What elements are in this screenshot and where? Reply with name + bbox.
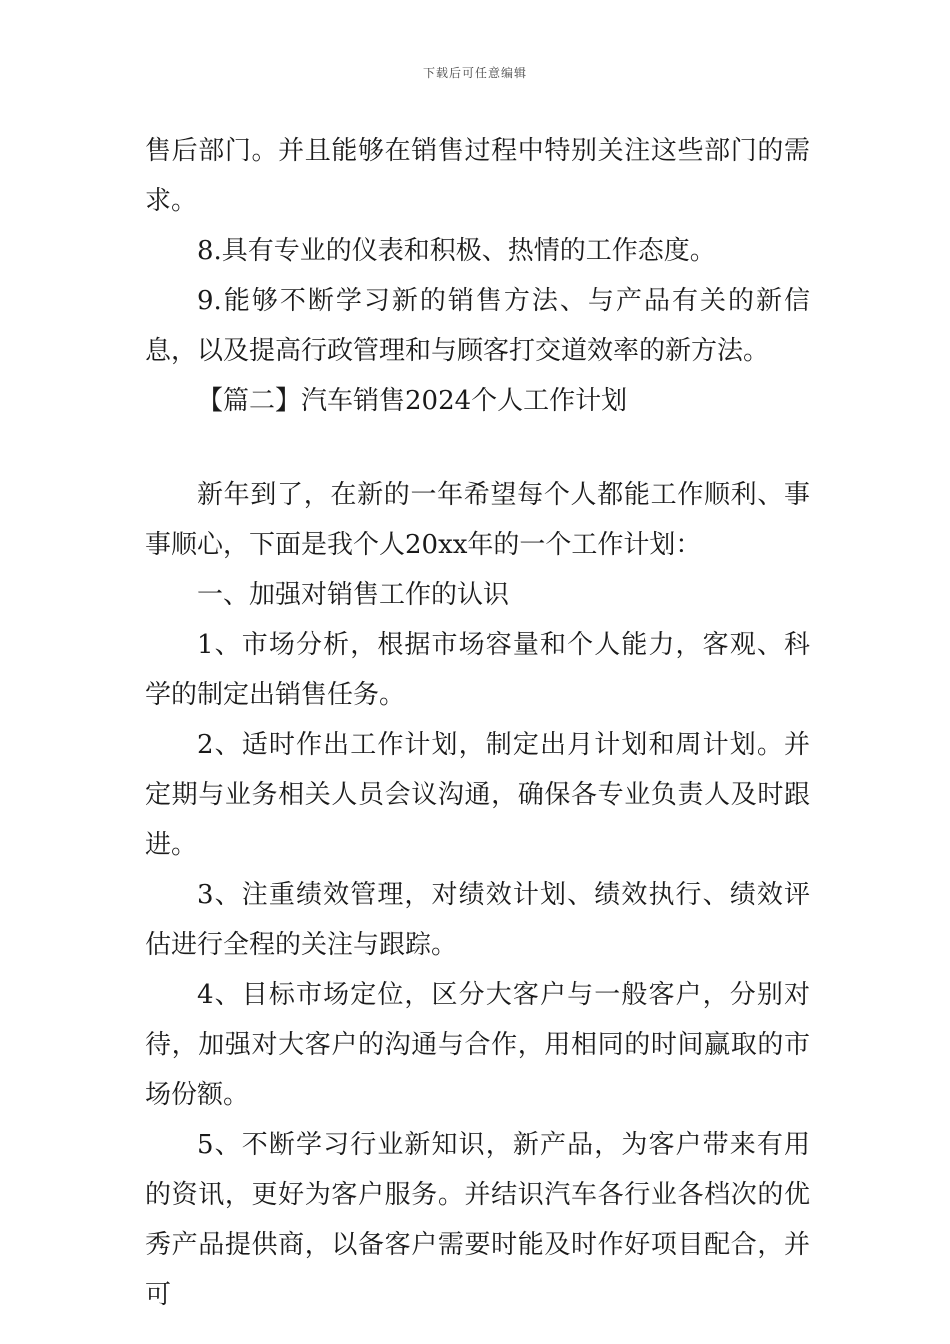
- paragraph-point-4: 4、目标市场定位，区分大客户与一般客户，分别对待，加强对大客户的沟通与合作，用相同的时间赢取的市场份额。: [145, 980, 810, 1110]
- paragraph-item-8: 8.具有专业的仪表和积极、热情的工作态度。: [197, 236, 716, 266]
- section-heading: 【篇二】汽车销售2024个人工作计划: [197, 386, 628, 416]
- paragraph-point-3: 3、注重绩效管理，对绩效计划、绩效执行、绩效评估进行全程的关注与跟踪。: [145, 880, 810, 960]
- paragraph-point-5: 5、不断学习行业新知识，新产品，为客户带来有用的资讯，更好为客户服务。并结识汽车各行业各档次的优秀产品提供商，以备客户需要时能及时作好项目配合，并可: [145, 1130, 810, 1310]
- paragraph-continuation: 售后部门。并且能够在销售过程中特别关注这些部门的需求。: [145, 136, 810, 216]
- subsection-heading: 一、加强对销售工作的认识: [197, 580, 510, 610]
- paragraph-point-2: 2、适时作出工作计划，制定出月计划和周计划。并定期与业务相关人员会议沟通，确保各专业负责人及时跟进。: [145, 730, 810, 860]
- document-body: [145, 126, 810, 1320]
- page-header-note: 下载后可任意编辑: [422, 66, 527, 80]
- paragraph-intro: 新年到了，在新的一年希望每个人都能工作顺利、事事顺心，下面是我个人20xx年的一个工作计划：: [145, 480, 810, 560]
- blank-spacer: [145, 426, 810, 470]
- paragraph-item-9: 9.能够不断学习新的销售方法、与产品有关的新信息，以及提高行政管理和与顾客打交道效率的新方法。: [145, 286, 810, 366]
- paragraph-point-1: 1、市场分析，根据市场容量和个人能力，客观、科学的制定出销售任务。: [145, 630, 810, 710]
